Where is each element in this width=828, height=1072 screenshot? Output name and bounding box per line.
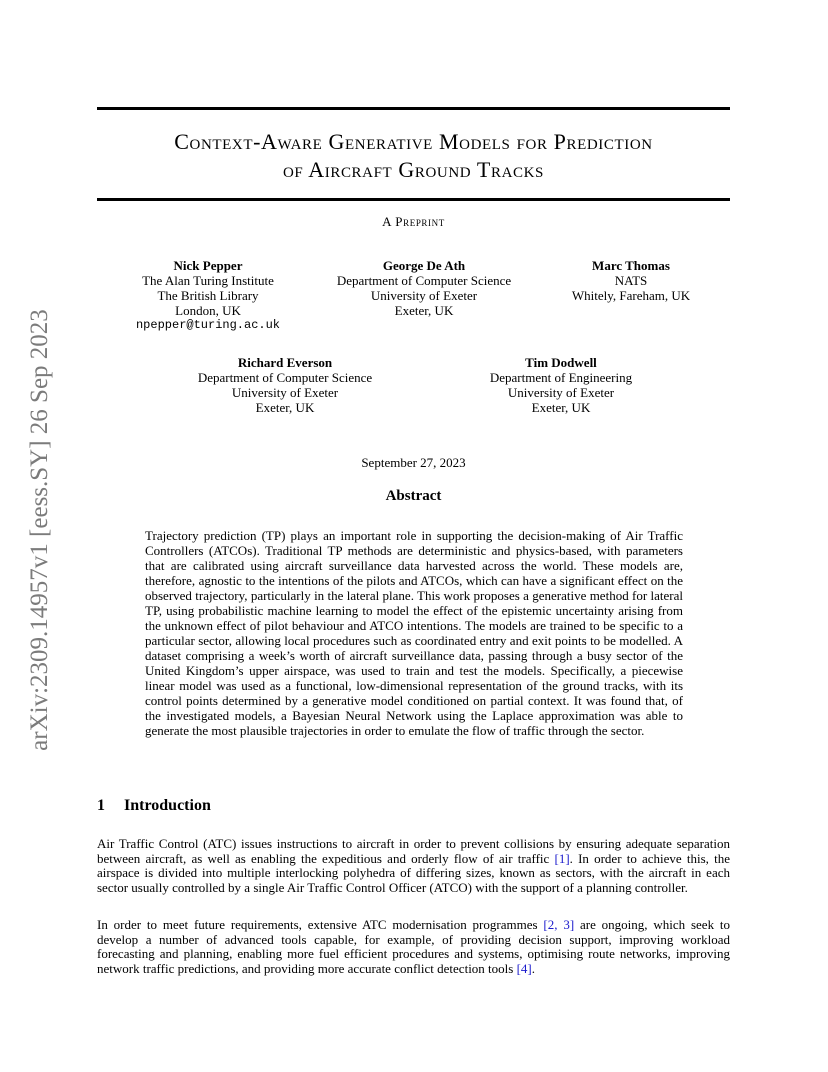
paragraph-text: are ongoing, which seek to develop a number of advanced tools capable, for example, of providing decision support, improving workload forecasting and planning, enabling more fuel efficient procedures and systems, optimising route networks, improving network traffic predictions, and providing more accurate conflict detection tools: [97, 917, 731, 977]
author-block: [550, 258, 712, 303]
title-line-2: of Aircraft Ground Tracks: [283, 157, 544, 182]
author-name: George De Ath: [382, 258, 466, 273]
citation-link[interactable]: [4]: [516, 961, 532, 977]
section-heading: [97, 797, 211, 815]
author-block: [314, 258, 534, 318]
author-affiliation: Exeter, UK: [255, 400, 315, 415]
citation-link[interactable]: 3]: [563, 917, 575, 932]
paragraph-text: . In order to achieve this, the airspace is divided into multiple interlocking polyhedra of differing sizes, known as sectors, with the aircraft in each sector usually controlled by a single Air Traffic Control Officer (ATCO) with the support of a planning controller.: [97, 850, 730, 896]
author-affiliation: University of Exeter: [231, 385, 339, 400]
section-number: 1: [97, 797, 105, 814]
author-name: Richard Everson: [237, 355, 333, 370]
author-affiliation: Department of Computer Science: [197, 370, 373, 385]
citation-link[interactable]: [1]: [554, 850, 570, 866]
author-name: Marc Thomas: [592, 258, 670, 273]
author-affiliation: The Alan Turing Institute: [142, 273, 274, 288]
title-rule-bottom: [97, 198, 730, 201]
intro-paragraph-1: [97, 837, 730, 896]
author-affiliation: Exeter, UK: [531, 400, 591, 415]
abstract-heading: Abstract: [385, 488, 442, 504]
author-affiliation: Department of Computer Science: [336, 273, 512, 288]
author-affiliation: Department of Engineering: [489, 370, 633, 385]
title-rule-top: [97, 107, 730, 110]
paragraph-text: Air Traffic Control (ATC) issues instructions to aircraft in order to prevent collisions by ensuring adequate separation between aircraft, as well as enabling the expeditious and orderly flow of air traffic: [97, 836, 730, 866]
paper-date: September 27, 2023: [361, 455, 466, 470]
arxiv-stamp: [20, 280, 60, 780]
author-email[interactable]: npepper@turing.ac.uk: [135, 318, 281, 332]
section-title: Introduction: [124, 797, 211, 814]
intro-paragraph-2: [97, 918, 730, 977]
citation-link[interactable]: [2,: [543, 917, 558, 932]
paper-title: [97, 128, 730, 184]
author-affiliation: University of Exeter: [370, 288, 478, 303]
author-block: [461, 355, 661, 415]
author-affiliation: The British Library: [157, 288, 259, 303]
author-name: Nick Pepper: [173, 258, 243, 273]
title-line-1: Context-Aware Generative Models for Prediction: [174, 129, 653, 154]
preprint-label: A Preprint: [382, 214, 445, 229]
abstract-text: Trajectory prediction (TP) plays an important role in supporting the decision-making of Air Traffic Controllers (ATCOs). Traditional TP methods are deterministic and physics-based, with parameters that are calibrated using aircraft surveillance data harvested across the world. These models are, therefore, agnostic to the intentions of the pilots and ATCOs, which can have a significant effect on the observed trajectory, particularly in the lateral plane. This work proposes a generative method for lateral TP, using probabilistic machine learning to model the effect of the epistemic uncertainty arising from the unknown effect of pilot behaviour and ATCO intentions. The models are trained to be specific to a particular sector, allowing local procedures such as coordinated entry and exit points to be modelled. A dataset comprising a week’s worth of aircraft surveillance data, passing through a busy sector of the United Kingdom’s upper airspace, was used to train and test the models. Specifically, a piecewise linear model was used as a functional, low-dimensional representation of the ground tracks, with its control points determined by a generative model conditioned on partial context. It was found that, of the investigated models, a Bayesian Neural Network using the Laplace approximation was able to generate the most plausible trajectories in order to emulate the flow of traffic through the sector.: [145, 528, 683, 738]
author-block: [175, 355, 395, 415]
arxiv-id: arXiv:2309.14957v1 [eess.SY] 26 Sep 2023: [26, 309, 53, 751]
author-block: [118, 258, 298, 333]
author-affiliation: NATS: [614, 273, 648, 288]
author-affiliation: Exeter, UK: [394, 303, 454, 318]
paragraph-text: .: [531, 961, 536, 977]
author-affiliation: University of Exeter: [507, 385, 615, 400]
author-affiliation: Whitely, Fareham, UK: [571, 288, 691, 303]
author-name: Tim Dodwell: [525, 355, 597, 370]
author-affiliation: London, UK: [175, 303, 241, 318]
paragraph-text: In order to meet future requirements, extensive ATC modernisation programmes: [97, 917, 544, 932]
